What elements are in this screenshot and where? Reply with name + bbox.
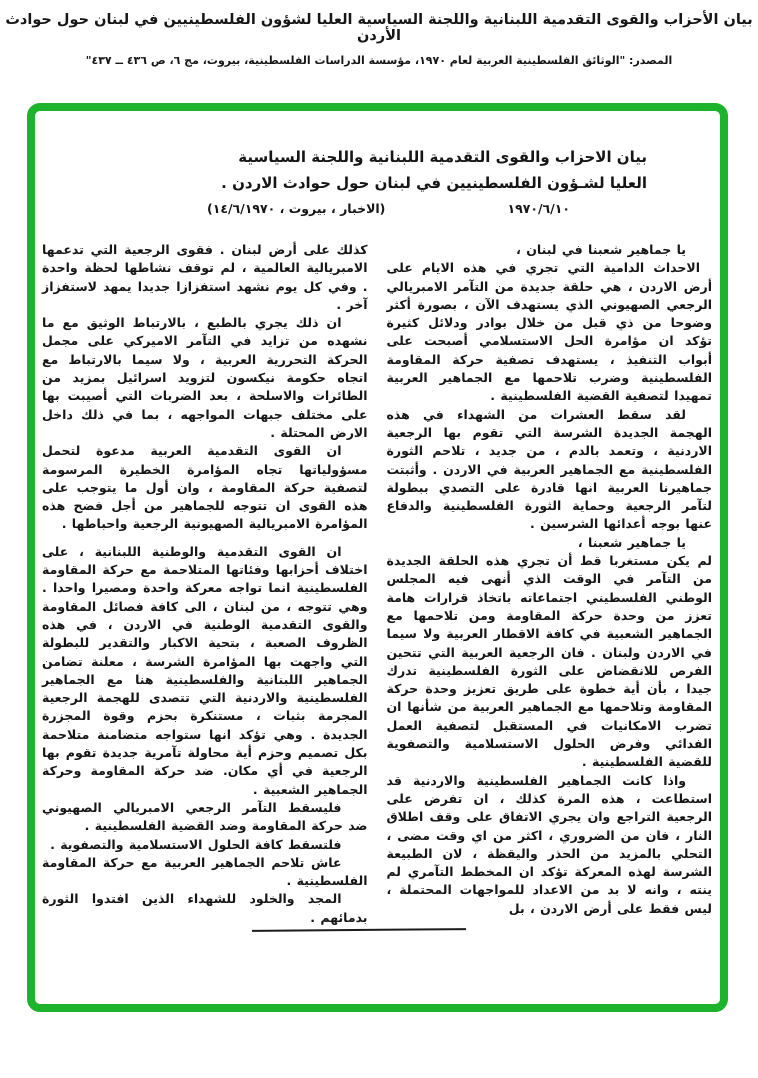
statement-title-line1: بيان الاحزاب والقوى التقدمية اللبنانية واللجنة السياسية bbox=[238, 148, 647, 166]
paragraph-council: لم يكن مستغربا قط أن تجري هذه الحلقة الجديدة من التآمر في الوقت الذي أنهى فيه المجلس الوطني الفلسطيني اجتماعاته باتخاذ قرارات هامة تعزز من وحدة حركة المقاومة ومن تلاحمها مع الجماهير الشعبية في كافة الاقطار العربية ولا سيما في الاردن ولبنان . فان الرجعية العربية التي تتحين الفرص للانقضاض على الثورة الفلسطينية تدرك جيدا ، بأن أية خطوة على طريق تعزيز وحدة حركة المقاومة وتلاحمها مع الجماهير العربية من شأنها ان تضرب الامكانيات في المستقبل لتصفية العمل الفدائي وفرض الحلول الاستسلامية والتصفوية للقضية الفلسطينية . bbox=[386, 553, 712, 770]
statement-title-line2: العليا لشـؤون الفلسطينيين في لبنان حول حوادث الاردن . bbox=[221, 173, 647, 192]
paragraph-ceasefire: واذا كانت الجماهير الفلسطينية والاردنية قد استطاعت ، هذه المرة كذلك ، ان تفرض على الرجعية التراجع وان يجري الاتفاق على وقف اطلاق النار ، فان من الضروري ، اكثر من اي وقت مضى ، التحلي بالمزيد من الحذر واليقظة ، لان الطبيعة الشرسة لهذه المعركة تؤكد ان المخطط التآمري لم ينته ، وانه لا بد من الاعداد للمواجهات المحتملة ، ليس فقط على أرض الاردن ، بل bbox=[386, 772, 712, 916]
paragraph-address-1: يا جماهير شعبنا في لبنان ، bbox=[516, 242, 686, 257]
source-citation: المصدر: "الوثائق الفلسطينية العربية لعام ١٩٧٠، مؤسسة الدراسات الفلسطينية، بيروت، مج ٦، ص ٤٣٦ ــ ٤٣٧" bbox=[85, 54, 673, 67]
paragraph-martyrs: لقد سقط العشرات من الشهداء في هذه الهجمة الجديدة الشرسة التي تقوم بها الرجعية الاردنية ، وتعمد بالدم ، من جديد ، تلاحم الثورة الفلسطينية مع الجماهير العربية في الاردن . وأثبتت جماهيرنا العربية انها قادرة على التصدي ببطولة لتآمر الرجعية وحماية الثورة الفلسطينية والدفاع عنها بوجه أعدائها الشرسين . bbox=[386, 406, 712, 532]
document-frame bbox=[27, 103, 728, 1012]
slogan-long-live: عاش تلاحم الجماهير العربية مع حركة المقاومة الفلسطينية . bbox=[42, 854, 368, 889]
text-column-right bbox=[387, 241, 713, 927]
statement-body bbox=[42, 241, 712, 927]
paragraph-events: الاحداث الدامية التي تجري في هذه الايام على أرض الاردن ، هي حلقة جديدة من التآمر الامبريالي الرجعي الصهيوني الذي يستهدف الآن ، بصورة أكثر وضوحا من ذي قبل من خلال بوادر ودلائل كثيرة تؤكد ان مؤامرة الحل الاستسلامي أصبحت على أبواب التنفيذ ، يستهدف تصفية حركة المقاومة الفلسطينية وضرب تلاحمها مع الجماهير العربية تمهيدا لتصفية القضية الفلسطينية . bbox=[386, 260, 712, 404]
paragraph-arab-forces: ان القوى التقدمية العربية مدعوة لتحمل مسؤولياتها تجاه المؤامرة الخطيرة المرسومة لتصفية حركة المقاومة ، وان أول ما يتوجب على هذه القوى ان تتوجه للجماهير من أجل فضح هذه المؤامرة الامبريالية الصهيونية الرجعية واحباطها . bbox=[42, 443, 368, 532]
document-heading: بيان الأحزاب والقوى التقدمية اللبنانية واللجنة السياسية العليا لشؤون الفلسطينيين في لبنان حول حوادث الأردن bbox=[5, 12, 753, 44]
paragraph-address-2: يا جماهير شعبنا ، bbox=[577, 534, 686, 550]
slogan-down-conspiracy: فليسقط التآمر الرجعي الامبريالي الصهيوني ضد حركة المقاومة وضد القضية الفلسطينية . bbox=[42, 799, 368, 834]
publication-reference: (الاخبار ، بيروت ، ١٤/٦/١٩٧٠) bbox=[207, 201, 386, 216]
paragraph-lebanon: كذلك على أرض لبنان . فقوى الرجعية التي تدعمها الامبريالية العالمية ، لم توقف نشاطها لحظة واحدة . وفي كل يوم نشهد استفزازا جديدا يمهد لاستفزاز آخر . bbox=[42, 242, 368, 312]
slogan-glory-martyrs: المجد والخلود للشهداء الذين افتدوا الثورة بدمائهم . bbox=[42, 891, 368, 925]
text-column-left bbox=[42, 241, 368, 927]
date-row bbox=[35, 201, 720, 221]
statement-date: ١٩٧٠/٦/١٠ bbox=[507, 201, 570, 216]
statement-title bbox=[199, 145, 647, 197]
slogan-down-solutions: فلتسقط كافة الحلول الاستسلامية والتصفوية . bbox=[50, 836, 342, 852]
paragraph-lebanese-forces: ان القوى التقدمية والوطنية اللبنانية ، على اختلاف أحزابها وفئاتها المتلاحمة مع حركة المقاومة الفلسطينية انما تواجه معركة واحدة ومصيرا واحدا . وهي تتوجه ، من لبنان ، الى كافة فصائل المقاومة والقوى التقدمية الوطنية في الاردن ، في هذه الظروف الصعبة ، بتحية الاكبار والتقدير للبطولة التي واجهت بها المؤامرة الشرسة ، معلنة تضامن الجماهير اللبنانية والفلسطينية هنا مع الجماهير الفلسطينية والاردنية التي تتصدى للهجمة الرجعية المجرمة بثبات ، مستنكرة بحزم وقوة المجزرة الجديدة . وهي تؤكد انها ستواجه متضامنة متلاحمة بكل تصميم وحزم أية محاولة تآمرية جديدة تقوم بها الرجعية في أي مكان. ضد حركة المقاومة وحركة الجماهير الشعبية . bbox=[42, 543, 368, 797]
footnote-rule bbox=[252, 928, 466, 932]
paragraph-us-conspiracy: ان ذلك يجري بالطبع ، بالارتباط الوثيق مع ما نشهده من تزايد في التآمر الاميركي على مجمل الحركة التحررية العربية ، ولا سيما بالارتباط مع اتجاه حكومة نيكسون لتزويد اسرائيل بمزيد من الطائرات والاسلحة ، بعد الضربات التي أصيبت بها على مختلف جبهات المواجهه ، بما في ذلك داخل الارض المحتلة . bbox=[42, 315, 368, 440]
page-header bbox=[0, 12, 758, 67]
